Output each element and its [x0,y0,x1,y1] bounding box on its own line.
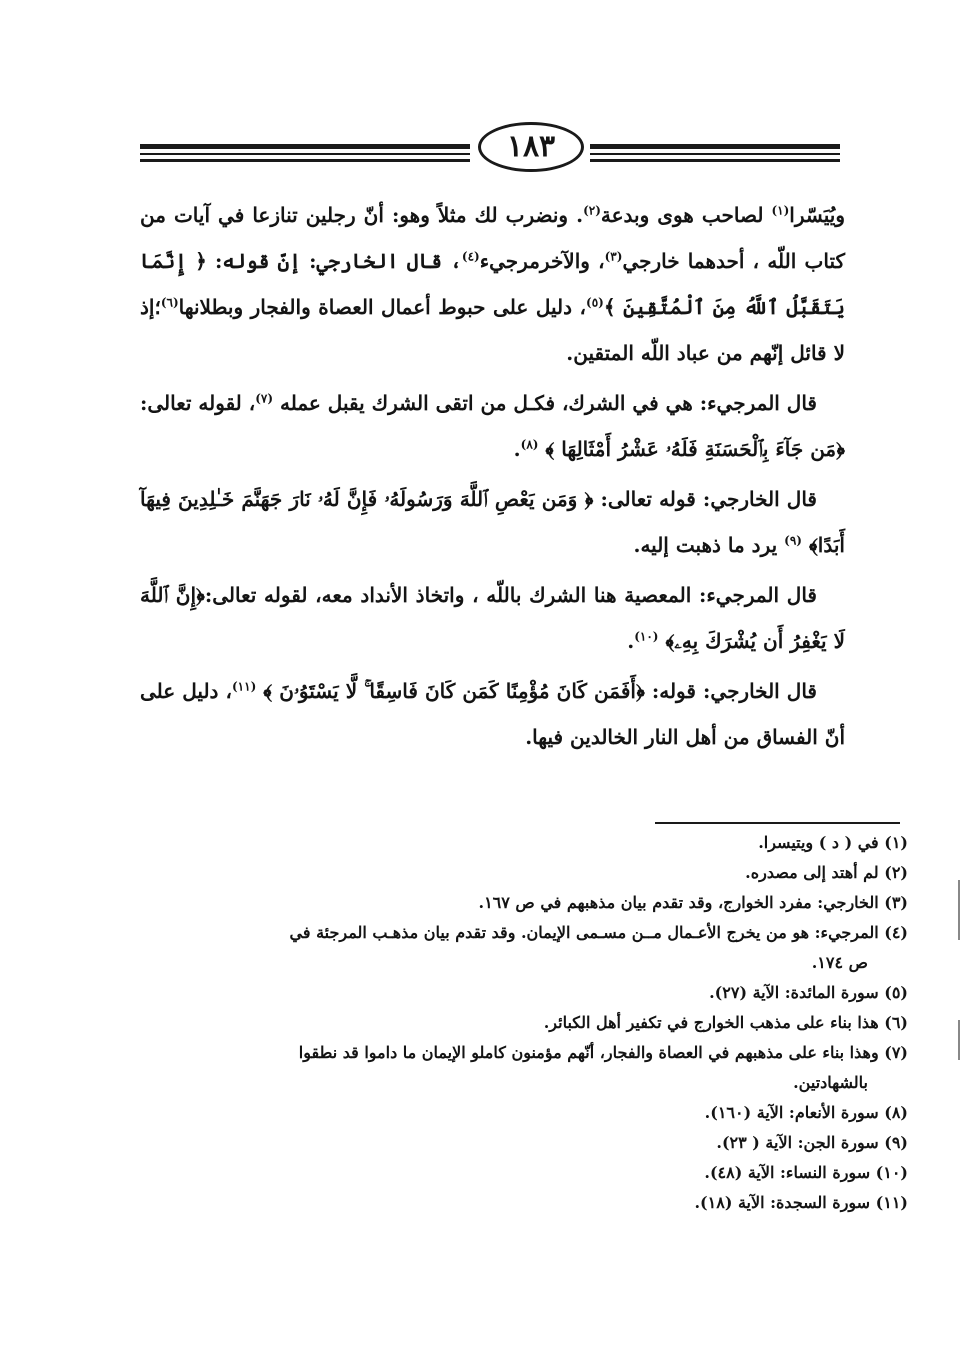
footnote-ref[interactable]: (٣) [604,249,623,264]
footnote-11: (١١) سورة السجدة: الآية (١٨). [694,1193,908,1212]
footnote-ref[interactable]: (٨) [520,437,539,452]
footnote-3: (٣) الخارجي: مفرد الخوارج، وقد تقدم بيان مذهبهم في ص ١٦٧. [478,893,908,912]
footnote-separator [655,822,900,824]
paragraph-1: ويُيَسّرا$^{(١)}$ لصاحب هوى وبدعة$^{(٢)}$. ونضرب لك مثلاً وهو: أنّ رجلين تنازعا في آيات من كتاب اللّه ، أحدهما خارجي$^{(٣)}$، والآخرمرجيء$^{(٤)}$، قال الخارجي: إنّ قوله: ﴿ إِنَّمَا يَتَقَبَّلُ ٱللَّهُ مِنَ ٱلْمُتَّقِينَ ﴾$^{(٥)}$، دليل على حبوط أعمال العصاة والفجار وبطلانها$^{(٦)}$؛إذ لا قائل إنّهم من عباد اللّه المتقين. [140,203,846,365]
footnote-ref[interactable]: (٤) [461,249,480,264]
header-rule-right [590,144,840,166]
header-rule-left [140,144,470,166]
footnote-10: (١٠) سورة النساء: الآية (٤٨). [704,1163,908,1182]
footnote-7: (٧) وهذا بناء على مذهبهم في العصاة والفجار، أنّهم مؤمنون كاملو الإيمان ما داموا قد نطقوا [298,1043,908,1062]
footnote-8: (٨) سورة الأنعام: الآية (١٦٠). [704,1103,908,1122]
page-header [140,112,840,182]
paragraph-4: قال المرجيء: المعصية هنا الشرك باللّه ، واتخاذ الأنداد معه، لقوله تعالى:﴿إِنَّ ٱللَّهَ لَا يَغْفِرُ أَن يُشْرَكَ بِهِۦ﴾ $^{(١٠)}$. [140,583,845,653]
footnote-6: (٦) هذا بناء على مذهب الخوارج في تكفير أهل الكبائر. [543,1013,908,1032]
footnote-ref[interactable]: (٢) [583,203,601,218]
footnote-1: (١) في ( د ) ويتيسرا. [758,833,908,852]
footnotes [138,828,908,1218]
footnote-ref[interactable]: (٦) [160,295,179,310]
footnote-ref[interactable]: (٧) [255,391,274,406]
footnote-ref[interactable]: (١) [771,203,790,218]
paragraph-2: قال المرجيء: هي في الشرك، فكـل من اتقى الشرك يقبل عمله $^{(٧)}$، لقوله تعالى: ﴿مَن جَآءَ بِٱلْحَسَنَةِ فَلَهُۥ عَشْرُ أَمْثَالِهَا ﴾ $^{(٨)}$. [140,391,845,461]
footnote-4-continued: ص ١٧٤. [811,953,868,972]
footnote-9: (٩) سورة الجن: الآية ( ٢٣). [716,1133,908,1152]
footnote-4: (٤) المرجيء: هو من يخرج الأعـمال مــن مسـمى الإيمان. وقد تقدم بيان مذهـب المرجئة في [289,923,908,942]
footnote-ref[interactable]: (٥) [586,295,604,310]
page-number: ١٨٣ [478,122,584,172]
scan-margin-mark [958,1020,960,1060]
scan-margin-mark [958,880,960,940]
paragraph-5: قال الخارجي: قوله: ﴿أَفَمَن كَانَ مُؤْمِنًا كَمَن كَانَ فَاسِقًا ۚ لَّا يَسْتَوُۥنَ ﴾ $^{(١١)}$، دليل على أنّ الفساق من أهل النار الخالدين فيها. [140,679,845,749]
footnote-ref[interactable]: (٩) [784,533,802,548]
footnote-ref[interactable]: (١١) [231,679,257,694]
main-text [140,192,845,764]
footnote-5: (٥) سورة المائدة: الآية (٢٧). [709,983,908,1002]
footnote-2: (٢) لم أهتد إلى مصدره. [745,863,908,882]
footnote-ref[interactable]: (١٠) [634,629,659,644]
paragraph-3: قال الخارجي: قوله تعالى: ﴿ وَمَن يَعْصِ ٱللَّهَ وَرَسُولَهُۥ فَإِنَّ لَهُۥ نَارَ جَهَنَّمَ خَـٰلِدِينَ فِيهَآ أَبَدًا﴾ $^{(٩)}$ يرد ما ذهبت إليه. [140,487,845,557]
footnote-7-continued: بالشهادتين. [793,1073,868,1092]
